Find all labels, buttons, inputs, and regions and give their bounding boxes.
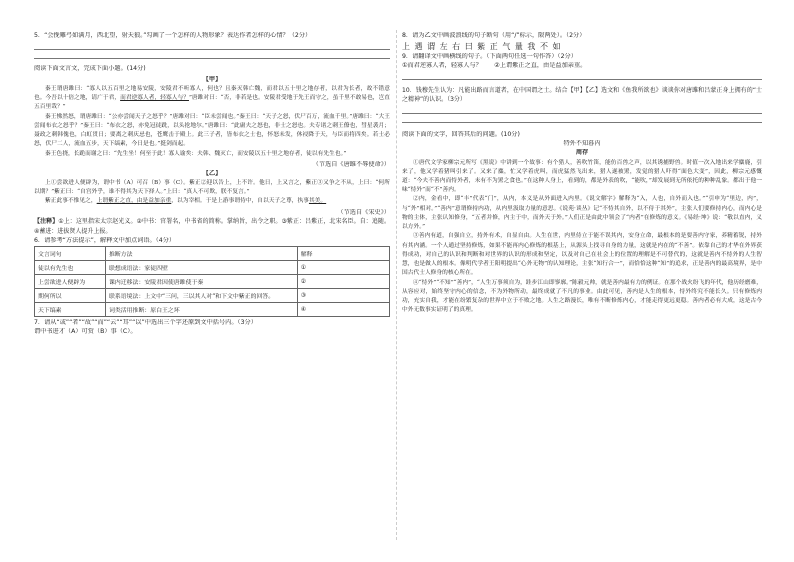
table-header-row bbox=[35, 247, 390, 261]
table-cell: 天下缟素 bbox=[35, 303, 106, 317]
table-header-cell: 推断方法 bbox=[106, 247, 298, 261]
right-column bbox=[402, 32, 762, 315]
question-10: 10．钱穆先生认为：凡能出路而言道者，在中国谓之士。结合【甲】【乙】选文和《鱼我所欲也》谈谈你对唐雎和吕蒙正身上拥有的“士之精神”的认识。（3分） bbox=[402, 86, 762, 104]
question-5: 5．“会挽雕弓如满月，西北望，射天狼。”勾画了一个怎样的人物形象？表达作者怎样的心情？（2分） bbox=[34, 32, 312, 39]
jia-source: （节选自《唐雎不辱使命》） bbox=[312, 160, 390, 168]
answer-line bbox=[34, 41, 390, 50]
explanation-table bbox=[34, 246, 390, 317]
yi-paragraph-2: 紫正此事不惟见之，上谓紫正之直，由是益加亲重，以为宰相。于是上游事谓侍中，自以天子之尊，执事其美。 bbox=[45, 198, 327, 205]
table-answer-cell[interactable]: ② bbox=[297, 275, 389, 289]
question-9: 9．请翻译文中画横线的句子。（下面两句任选一句作答）（2分） bbox=[402, 52, 577, 60]
essay-paragraph-2: ②内，金看中，即“丰”代表“门”，从内，本义是从外面进入内里。《说文解字》解释为“入，人也，自外而入也。”“引申为“里边，内”，与“外”相对。”“善内”意谓修持内功，从内里汲取力量的意思。《说苑·谈丛》记“不恃其自外，以不侍于其外”，主张人们要修持内心，而内心是物的主体，主张认知修身，“五者并修，内主于中，而外天于外。”人们正是由此中领会了“内者”在修炼的意义。《易经·坤》说：“敬以直内，义以方外。” bbox=[402, 196, 762, 231]
table-answer-cell[interactable]: ④ bbox=[297, 303, 389, 317]
table-answer-cell[interactable]: ① bbox=[297, 261, 389, 275]
essay-paragraph-1: ①唐代文学家柳宗元所写《黑说》中讲到一个故事：有个猎人，善吹竹笛，能仿百兽之声，以其诱捕野兽。时值一次入地出来学麋鹿，引来了，他又学着猪叫引来了。又来了麋，忙又学着虎叫，而虎猛然飞出来，猎人遂被罴，发觉的猎人吓得“面色大变”，因此，柳宗元感慨道：“今夫不善内而恃外者，未有不为罴之食也。”在这种人身上，看到的，都是外表的吹，“能吹，”却发展到无所依托的种种乱象。都出于他一味“恃外”而“不”善内。 bbox=[402, 159, 762, 194]
column-divider bbox=[396, 30, 397, 540]
table-row bbox=[35, 275, 390, 289]
table-cell: 联想成语法：家徒四壁 bbox=[106, 261, 298, 275]
table-cell: 徒以有先生也 bbox=[35, 261, 106, 275]
table-row bbox=[35, 261, 390, 275]
question-7: 7．请从“或”“者”“故”“而”“云”“耳”“以”中选出三个字还原到文中括号内。（3分） bbox=[34, 319, 257, 327]
jia-paragraph-3: 秦王色挠，长跪而谢之曰：“先生坐！何至于此！寡人谕矣：夫韩、魏灭亡，而安陵以五十里之地存者，徒以有先生也。” bbox=[45, 150, 347, 157]
essay-paragraph-4: ④“恃外”“不知”“善内”，“人生万事须自为，跬步江山即寥廓。”陈毅元帅，就是善内最有力的例证。在那个战火纷飞的年代，他历经磨难，从容应对，始终坚守内心的信念，不为外物所动，最终成就了不凡的事业。由此可见，善内是人生的根本，恃外终究不能长久。只有修炼内功，充实自我，才能在纷繁复杂的世界中立于不败之地。人生之路漫长，唯有不断修炼内心，才能走得更远更稳。善内者必有大成，这是古今中外无数事实证明了的真理。 bbox=[402, 279, 762, 314]
question-9-options: ①而君逆寡人者，轻寡人与？ ②上谓紫正之直，由是益加亲重。 bbox=[402, 61, 587, 69]
table-cell: 词类活用推断：原白王之坏 bbox=[106, 303, 298, 317]
left-column bbox=[34, 32, 390, 337]
jia-paragraph-2: 秦王怫然怒，谓唐雎曰：“公亦尝闻天子之怒乎？”唐雎对曰：“臣未尝闻也。”秦王曰：“天子之怒，伏尸百万，流血千里。”唐雎曰：“大王尝闻布衣之怒乎？”秦王曰：“布衣之怒，亦免冠徒跣，以头抢地尔。”唐雎曰：“此庸夫之怒也，非士之怒也。夫专诸之刺王僚也，彗星袭月；聂政之刺韩傀也，白虹贯日；要离之刺庆忌也，苍鹰击于殿上。此三子者，皆布衣之士也，怀怒未发，休祲降于天，与臣而将四矣。若士必怒，伏尸二人，流血五步，天下缟素，今日是也。”挺剑而起。 bbox=[34, 113, 390, 148]
essay-author: 周存 bbox=[575, 148, 589, 156]
answer-line bbox=[402, 105, 762, 114]
answer-line bbox=[402, 71, 762, 80]
section-jia-title: 【甲】 bbox=[202, 75, 222, 83]
section-yi-title: 【乙】 bbox=[202, 169, 222, 177]
reading-intro: 阅读下面文言文，完成下面小题。(14分) bbox=[34, 64, 146, 72]
question-6: 6．请参考“方法提示”，解释文中加点词语。（4分） bbox=[34, 237, 176, 245]
essay-paragraph-3: ③善内有道，自强自立，持外有术，自显自由。人生在世，内里侍立于能不误其内，安身立命，最根本的是要善内守家，养精蓄锐，持外有其内涵。一个人通过坚持修炼，如果不能再内心修炼的根基上，从源头上找寻自身的力量，这就是内在的“不善”。依靠自己的才华在外界获得成功，对自己的认识和判断和对世界的认识的形成和坚定，以及对自己在社会上的位置的理解是不可替代的，这就是善内不恃外的人生智慧，也是做人的根本。像明代学者王阳明提出“心外无物”的认知理论，主张“知行合一”，而恰恰这种“知”的追求，正是善内的最高境界，是中国古代士人修身的核心所在。 bbox=[402, 233, 762, 277]
table-cell: 期何所以 bbox=[35, 289, 106, 303]
question-8: 8．请为乙文中画波浪线的句子断句（用“/”标示，限两处）。（2分） bbox=[402, 32, 586, 39]
answer-line bbox=[402, 114, 762, 123]
answer-line bbox=[34, 50, 390, 59]
reading-2-intro: 阅读下面的文字，回答其后的问题。(10分) bbox=[402, 130, 520, 138]
table-answer-cell[interactable]: ③ bbox=[297, 289, 389, 303]
question-8-sentence: 上 遇 谓 左 右 曰 紫 正 气 量 我 不 如 bbox=[402, 41, 562, 51]
table-row bbox=[35, 303, 390, 317]
table-cell: 联系语境法：上文中“三问，三以其人对”和下文中紫正的回答。 bbox=[106, 289, 298, 303]
essay-title: 特外不知暮内 bbox=[563, 139, 601, 147]
jia-paragraph-1: 秦王谓唐雎曰：“寡人以五百里之地易安陵，安陵君不听寡人，何也？且秦灭韩亡魏，而君以五十里之地存者，以君为长者，故不错意也。今吾以十倍之地，请广于君，而君逆寡人者，轻寡人与？”唐雎对曰：“否，非若是也。安陵君受地于先王而守之，虽千里不敢易也，岂直五百里哉？” bbox=[34, 85, 391, 111]
table-cell: 上尝欲进人便辟为 bbox=[35, 275, 106, 289]
yi-paragraph-1: 上①尝欲进人便辟为，谓中书（A）可召（B）事（C）。紫正②迎以告上，上不许。他日，上又言之，紫正③又争之不从，上曰：“何所以期？”紫正曰：“自宫外乎，谁不得其为天下择人。”上曰：“真人不可欺，朕不复言。” bbox=[34, 179, 390, 196]
table-header-cell: 文言词句 bbox=[35, 247, 106, 261]
annotation-note: 【注释】①上：这里指宋太宗赵光义。②中书：官署名，中书省的简称。掌纳旨，出令之职。③紫正：吕紫正，北宋名臣。自：追随。④蓄进：进拔贤人提升上报。 bbox=[34, 218, 390, 235]
question-7-text: 谓中书进才（A）可赏（B）事（C）。 bbox=[34, 328, 137, 336]
table-header-cell: 解释 bbox=[297, 247, 389, 261]
yi-source: （节选自《宋史》） bbox=[337, 208, 390, 216]
table-cell: 课内迁移法：安陵君因使唐雎使于秦 bbox=[106, 275, 298, 289]
table-row bbox=[35, 289, 390, 303]
